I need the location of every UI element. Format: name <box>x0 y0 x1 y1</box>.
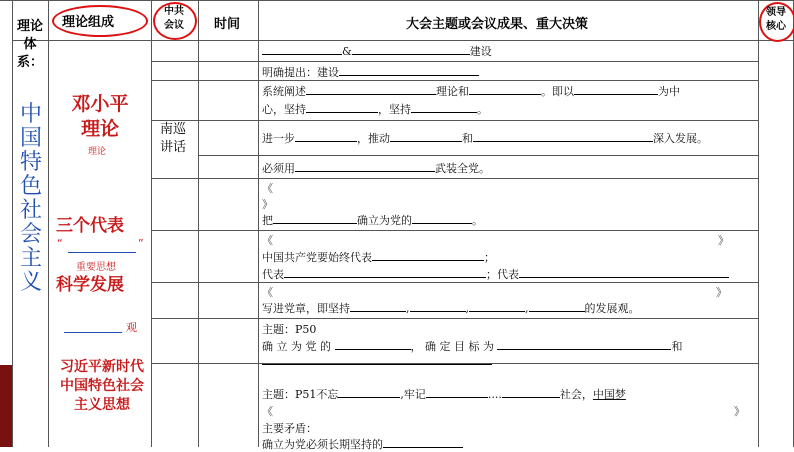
deng-theory-small: 理论 <box>88 147 107 157</box>
scientific-development-blank <box>64 322 122 333</box>
core-leader-header: 领导核心 <box>766 7 786 32</box>
row3-line2: 心，坚持 ，坚持 。 <box>262 103 488 116</box>
row9-line3 <box>262 354 492 368</box>
row8-open: 《 <box>262 286 273 299</box>
row10-theme: 主题：P51不忘 ,牢记 .... 社会，中国梦 <box>262 388 626 401</box>
row6-close: 》 <box>262 198 273 211</box>
row3-line1: 系统阐述 理论和 。即以 为中 <box>262 85 680 98</box>
scientific-development: 科学发展 <box>56 275 124 295</box>
row10-contradiction: 主要矛盾： <box>262 422 317 435</box>
row10-close: 》 <box>734 405 745 418</box>
row7-open: 《 <box>262 234 273 247</box>
row8-close: 》 <box>716 286 727 299</box>
socialism-vertical-text: 中国特色社会主义 <box>19 102 42 295</box>
row4: 进一步 ，推动 和 深入发展。 <box>262 132 708 145</box>
row1: & 建设 <box>262 43 492 59</box>
row6-open: 《 <box>262 182 273 195</box>
row6-line3: 把 确立为党的 。 <box>262 214 483 227</box>
theory-composition-header: 理论组成 <box>62 15 115 30</box>
row9-line2: 确 立 为 党 的 ， 确 定 目 标 为 和 <box>262 340 683 353</box>
three-represents-blank <box>68 242 136 253</box>
important-thought: 重要思想 <box>76 262 116 273</box>
row7-line2: 中国共产党要始终代表 ； <box>262 251 495 264</box>
quote-close: ” <box>138 237 144 250</box>
view-label: 观 <box>126 321 137 334</box>
time-header: 时间 <box>214 17 241 32</box>
three-represents: 三个代表 <box>56 216 124 236</box>
row10-cut-line: 确立为党必须长期坚持的 <box>262 436 463 452</box>
row9-theme: 主题：P50 <box>262 323 317 336</box>
row7-close: 》 <box>718 234 729 247</box>
xi-thought: 习近平新时代中国特色社会主义思想 <box>60 359 144 413</box>
left-accent-bar <box>0 365 12 447</box>
system-label: 理论体系： <box>16 19 43 70</box>
row8-line2: 写进党章，即坚持 , , , 的发展观。 <box>262 302 640 315</box>
row7-line3: 代表 ；代表 <box>262 266 729 282</box>
row10-open: 《 <box>262 405 273 418</box>
row2: 明确提出：建设 <box>262 64 479 80</box>
main-title-header: 大会主题或会议成果、重大决策 <box>406 17 589 32</box>
cpc-congress-header: 中共会议 <box>164 6 184 31</box>
quote-open: “ <box>57 237 63 250</box>
nanxun-speech: 南巡讲话 <box>160 122 187 155</box>
deng-theory-title: 邓小平理论 <box>71 93 129 140</box>
row5: 必须用 武装全党。 <box>262 162 490 175</box>
